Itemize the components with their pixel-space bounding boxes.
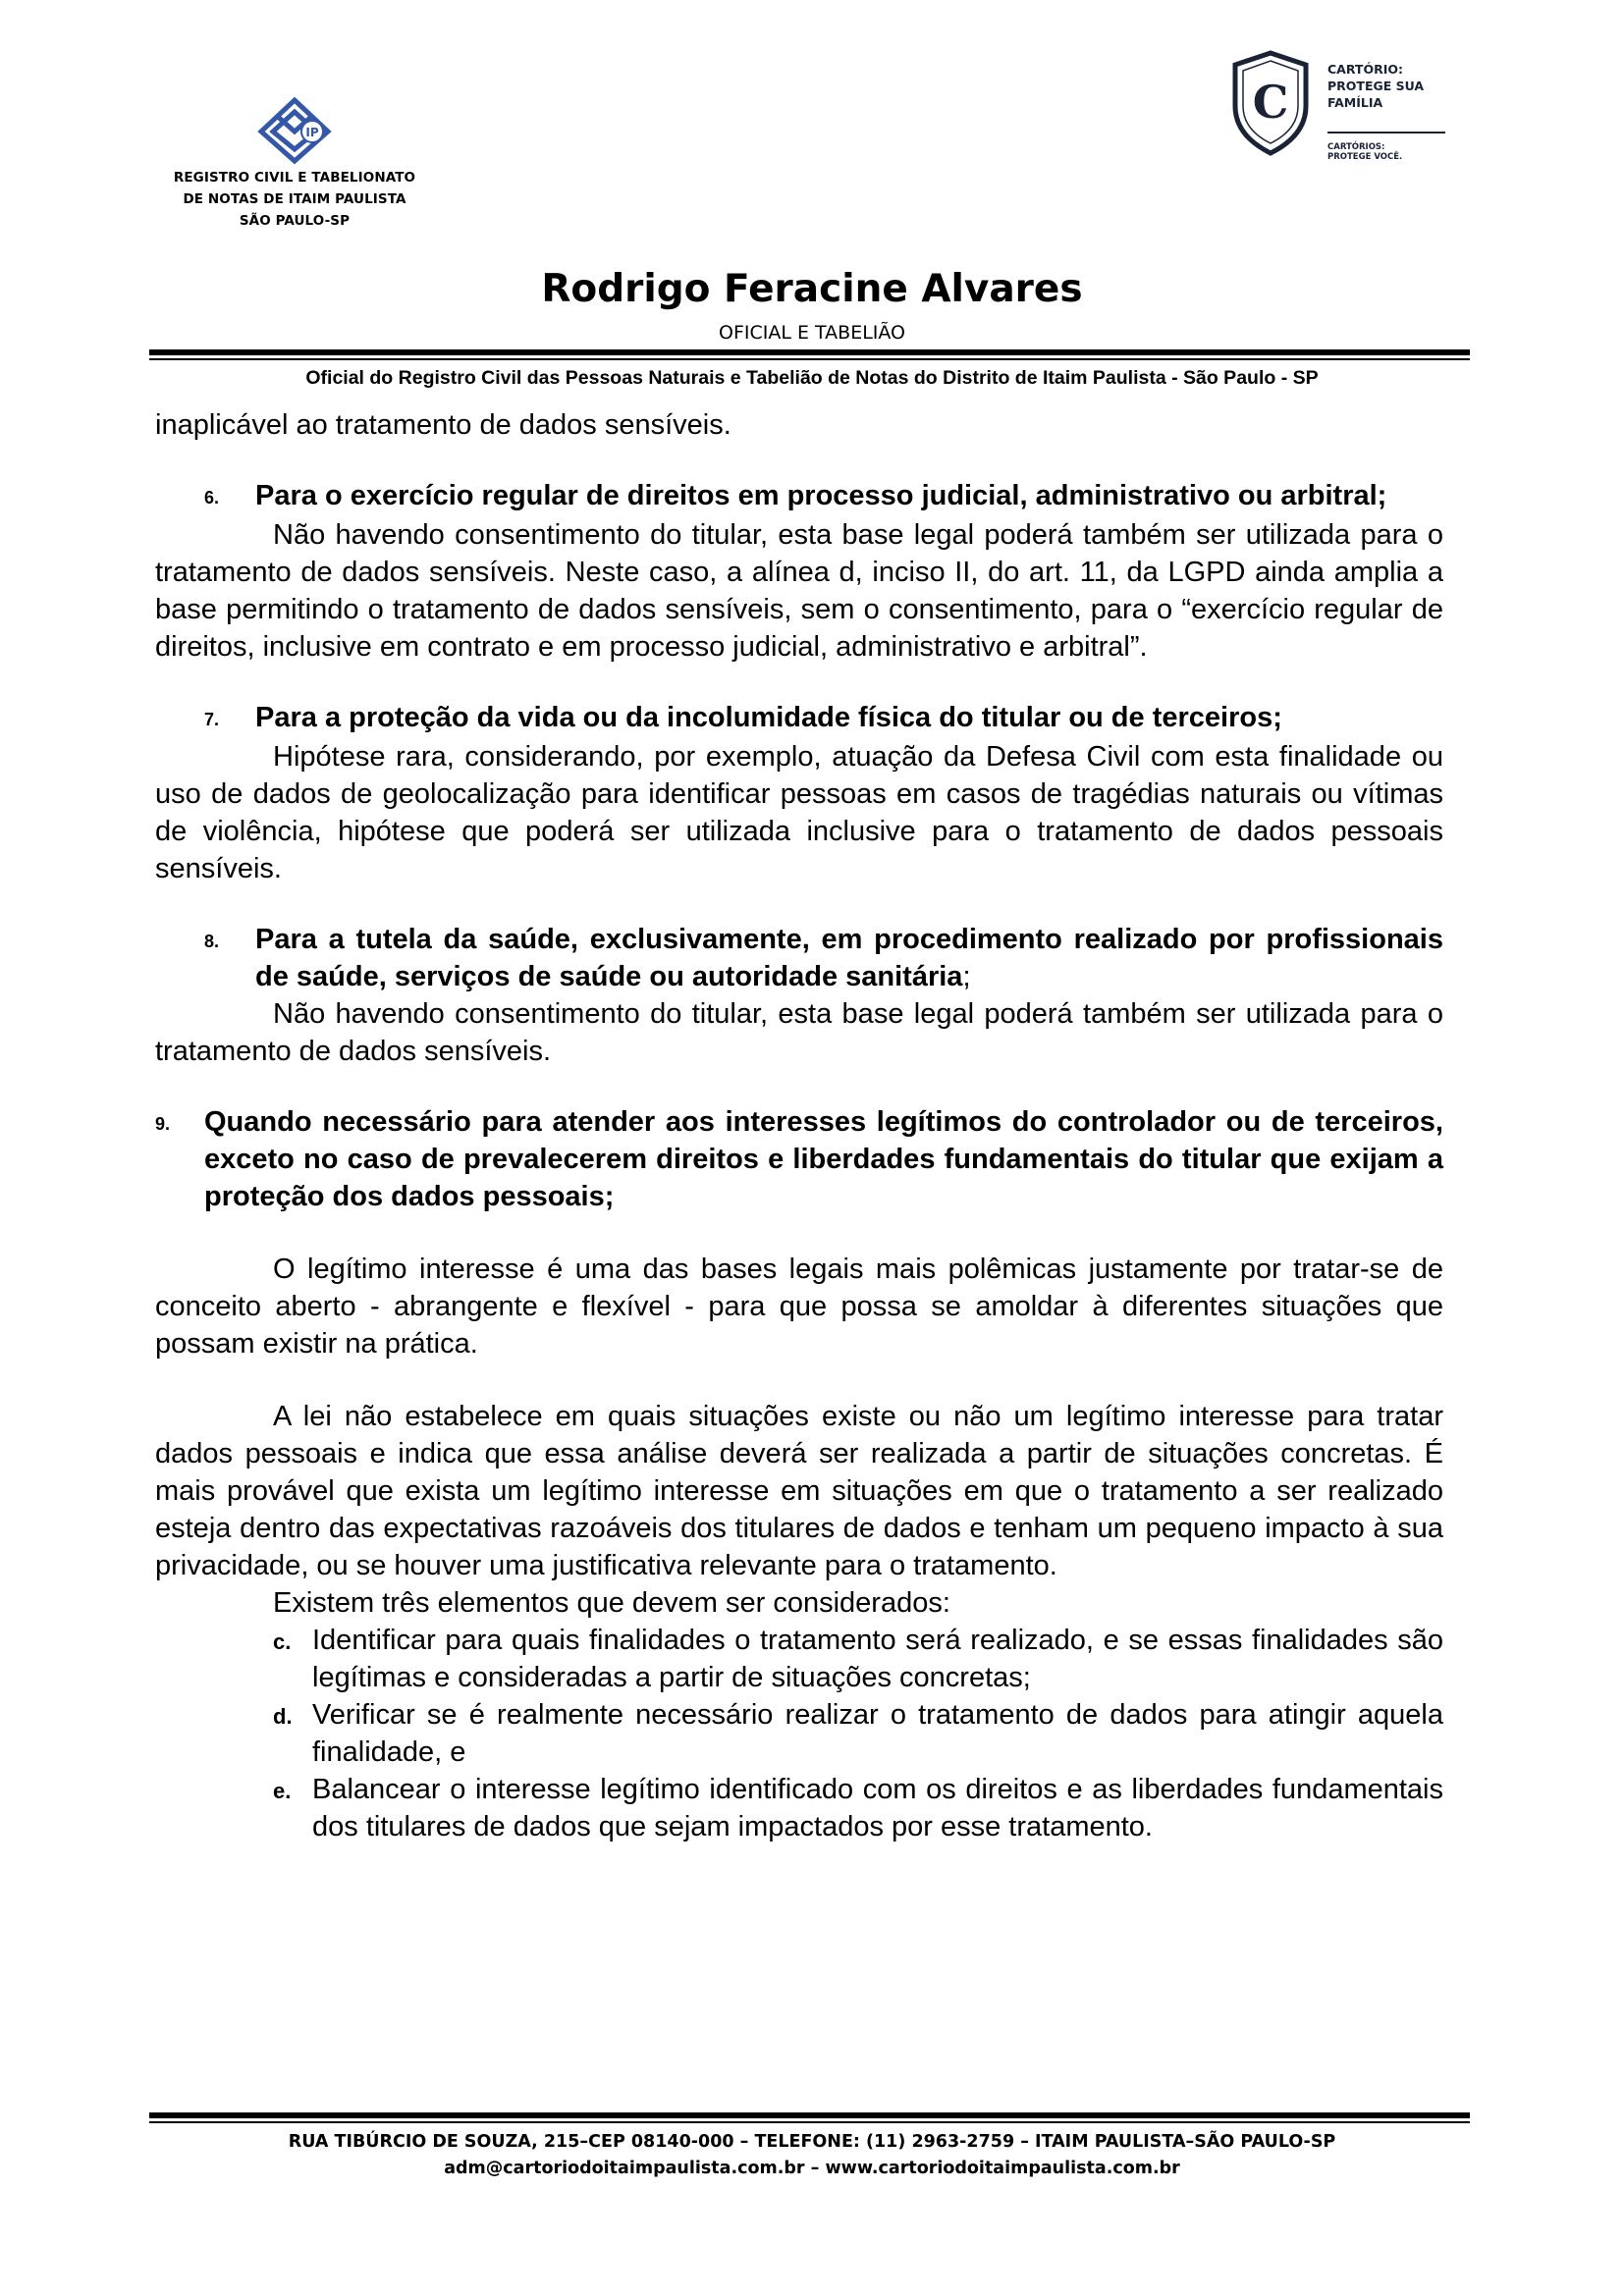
item-9-heading [155, 1103, 1443, 1215]
right-logo-small-2: PROTEGE VOCÊ. [1327, 152, 1403, 162]
item-6-heading [204, 477, 1443, 516]
sub-item-e-text: Balancear o interesse legítimo identificado com os direitos e as liberdades fundamentais dos titulares de dados que sejam impactados por esse tratamento. [312, 1774, 1443, 1842]
sub-item-d-letter: d. [273, 1704, 293, 1729]
office-subtitle: Oficial do Registro Civil das Pessoas Naturais e Tabelião de Notas do Distrito de Itaim Paulista - São Paulo - SP [305, 367, 1319, 389]
logo-mark-text: IP [305, 126, 319, 139]
item-8-heading-text: Para a tutela da saúde, exclusivamente, em procedimento realizado por profissionais de saúde, serviços de saúde ou autoridade sanitária [255, 924, 1443, 992]
paragraph-three-elements: Existem três elementos que devem ser considerados: [273, 1587, 950, 1619]
footer-divider-thin [149, 2121, 1470, 2123]
item-6-number: 6. [204, 488, 220, 507]
item-7-number: 7. [204, 710, 220, 729]
right-logo-tag-3: FAMÍLIA [1327, 95, 1383, 110]
left-logo-org-line-2: DE NOTAS DE ITAIM PAULISTA [183, 191, 406, 207]
shield-mark-text: C [1252, 76, 1289, 129]
item-9-heading-text: Quando necessário para atender aos interesses legítimos do controlador ou de terceiros, exceto no caso de prevalecerem direitos e liberdades fundamentais do titular que exijam a proteção dos dados pessoais; [204, 1106, 1443, 1212]
right-logo [1229, 49, 1465, 162]
sub-item-d-text: Verificar se é realmente necessário realizar o tratamento de dados para atingir aquela finalidade, e [312, 1699, 1443, 1768]
item-8-heading-suffix: ; [962, 961, 971, 992]
paragraph-law-analysis: A lei não estabelece em quais situações existe ou não um legítimo interesse para tratar dados pessoais e indica que essa análise deverá ser realizada a partir de situações concretas. É mais provável que exista um legítimo interesse em situações em que o tratamento a ser realizado esteja dentro das expectativas razoáveis dos titulares de dados e tenham um pequeno impacto à sua privacidade, ou se houver uma justificativa relevante para o tratamento. [155, 1401, 1443, 1581]
item-7-text: Hipótese rara, considerando, por exemplo, atuação da Defesa Civil com esta finalidade ou uso de dados de geolocalização para identificar pessoas em casos de tragédias naturais ou vítimas de violência, hipótese que poderá ser utilizada inclusive para o tratamento de dados pessoais sensíveis. [155, 741, 1443, 884]
shield-icon [1229, 49, 1312, 157]
intro-line: inaplicável ao tratamento de dados sensíveis. [155, 409, 731, 441]
footer-contact: adm@cartoriodoitaimpaulista.com.br – www.cartoriodoitaimpaulista.com.br [444, 2159, 1180, 2178]
item-7-heading [204, 699, 1443, 738]
right-logo-small-tagline [1327, 142, 1402, 162]
left-logo-org-line-3: SÃO PAULO-SP [239, 213, 351, 229]
officer-role: OFICIAL E TABELIÃO [719, 322, 905, 344]
item-8-heading [204, 921, 1443, 995]
right-logo-tag-2: PROTEGE SUA [1327, 79, 1425, 93]
footer-divider-thick [149, 2112, 1470, 2118]
paragraph-legitimate-interest: O legítimo interesse é uma das bases legais mais polêmicas justamente por tratar-se de conceito aberto - abrangente e flexível - para que possa se amoldar à diferentes situações que possam existir na prática. [155, 1254, 1443, 1360]
item-7-heading-text: Para a proteção da vida ou da incolumidade física do titular ou de terceiros; [255, 702, 1282, 733]
item-6-text: Não havendo consentimento do titular, esta base legal poderá também ser utilizada para o tratamento de dados sensíveis. Neste caso, a alínea d, inciso II, do art. 11, da LGPD ainda amplia a base permitindo o tratamento de dados sensíveis, sem o consentimento, para o “exercício regular de direitos, inclusive em contrato e em processo judicial, administrativo e arbitral”. [155, 519, 1443, 663]
header-divider-thin [149, 358, 1470, 360]
sub-item-c-text: Identificar para quais finalidades o tratamento será realizado, e se essas finalidades são legítimas e consideradas a partir de situações concretas; [312, 1625, 1443, 1693]
sub-item-e-letter: e. [273, 1779, 292, 1803]
sub-item-e [273, 1771, 1443, 1845]
item-8-text: Não havendo consentimento do titular, esta base legal poderá também ser utilizada para o tratamento de dados sensíveis. [155, 998, 1443, 1067]
officer-name: Rodrigo Feracine Alvares [541, 267, 1083, 311]
sub-item-c-letter: c. [273, 1629, 292, 1654]
sub-item-d [273, 1696, 1443, 1771]
right-logo-tagline [1327, 61, 1424, 111]
left-logo-org-line-1: REGISTRO CIVIL E TABELIONATO [173, 170, 416, 186]
item-8-heading-wrap [255, 921, 1443, 995]
right-logo-small-1: CARTÓRIOS: [1327, 142, 1385, 152]
footer-address: RUA TIBÚRCIO DE SOUZA, 215–CEP 08140-000 – TELEFONE: (11) 2963-2759 – ITAIM PAULISTA–SÃO PAULO-SP [288, 2132, 1336, 2152]
registry-diamond-icon [247, 96, 342, 165]
item-8-number: 8. [204, 932, 220, 951]
item-9-number: 9. [155, 1114, 171, 1134]
left-logo [167, 96, 422, 230]
header-divider-thick [149, 349, 1470, 355]
right-logo-tag-1: CARTÓRIO: [1327, 62, 1403, 77]
sub-item-c [273, 1622, 1443, 1696]
item-6-heading-text: Para o exercício regular de direitos em processo judicial, administrativo ou arbitral; [255, 480, 1387, 511]
document-body [155, 406, 1443, 1845]
right-logo-divider [1327, 132, 1445, 133]
